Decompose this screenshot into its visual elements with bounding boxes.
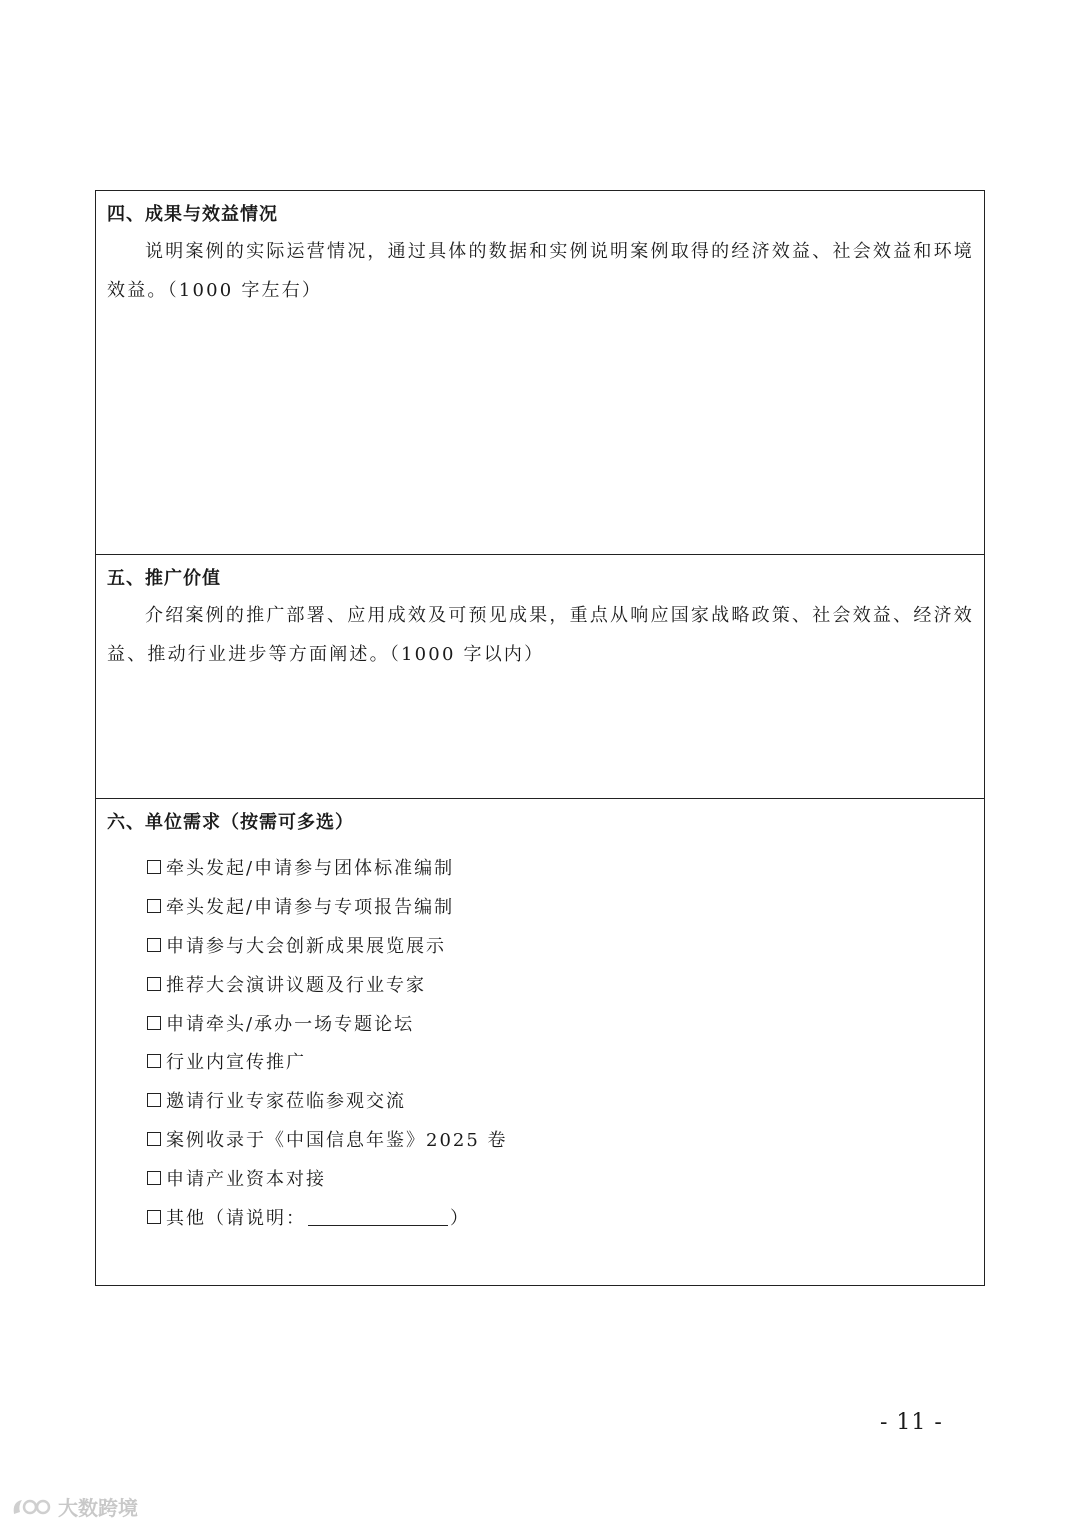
- page-number: - 11 -: [880, 1410, 943, 1435]
- other-label: 其他（请说明：: [166, 1207, 306, 1229]
- section-promotion-value: [96, 555, 984, 799]
- section-unit-needs: [96, 799, 984, 1285]
- checkbox-icon[interactable]: [147, 899, 161, 913]
- checklist-item[interactable]: [147, 1158, 974, 1197]
- checklist-label: 牵头发起/申请参与专项报告编制: [166, 897, 455, 919]
- checklist-label: 申请参与大会创新成果展览展示: [166, 935, 446, 957]
- application-form-table: [95, 190, 985, 1286]
- checklist-label: 申请牵头/承办一场专题论坛: [166, 1013, 415, 1035]
- section-heading: 四、成果与效益情况: [107, 204, 278, 225]
- checkbox-icon[interactable]: [147, 1054, 161, 1068]
- checkbox-icon[interactable]: [147, 1171, 161, 1185]
- checklist-item[interactable]: [147, 887, 974, 926]
- checklist-label: 行业内宣传推广: [166, 1052, 306, 1074]
- checklist-label: 申请产业资本对接: [166, 1168, 326, 1190]
- checklist-item[interactable]: [147, 1042, 974, 1081]
- checklist-item[interactable]: [147, 1003, 974, 1042]
- checklist-label: 推荐大会演讲议题及行业专家: [166, 974, 426, 996]
- checkbox-icon[interactable]: [147, 1093, 161, 1107]
- checklist-label: 邀请行业专家莅临参观交流: [166, 1091, 406, 1113]
- checklist-item[interactable]: [147, 1081, 974, 1120]
- watermark: [10, 1492, 138, 1521]
- checklist-item[interactable]: [147, 848, 974, 887]
- checklist-item-other[interactable]: [147, 1197, 974, 1236]
- needs-checklist: [107, 848, 974, 1236]
- watermark-text: 大数跨境: [58, 1498, 138, 1520]
- checklist-item[interactable]: [147, 926, 974, 965]
- section-instruction: 说明案例的实际运营情况，通过具体的数据和实例说明案例取得的经济效益、社会效益和环境效益。（1000 字左右）: [107, 241, 974, 301]
- watermark-logo-icon: [10, 1494, 54, 1520]
- other-closing: ）: [450, 1207, 470, 1229]
- checkbox-icon[interactable]: [147, 1016, 161, 1030]
- checkbox-icon[interactable]: [147, 860, 161, 874]
- checkbox-icon[interactable]: [147, 1210, 161, 1224]
- other-blank-field[interactable]: [308, 1207, 448, 1226]
- section-results-benefits: [96, 191, 984, 555]
- checklist-item[interactable]: [147, 964, 974, 1003]
- checklist-item[interactable]: [147, 1120, 974, 1159]
- checklist-label: 案例收录于《中国信息年鉴》2025 卷: [166, 1129, 508, 1151]
- checkbox-icon[interactable]: [147, 938, 161, 952]
- section-heading: 五、推广价值: [107, 568, 221, 589]
- checkbox-icon[interactable]: [147, 1132, 161, 1146]
- checkbox-icon[interactable]: [147, 977, 161, 991]
- section-heading: 六、单位需求（按需可多选）: [107, 812, 354, 833]
- section-instruction: 介绍案例的推广部署、应用成效及可预见成果，重点从响应国家战略政策、社会效益、经济效益、推动行业进步等方面阐述。（1000 字以内）: [107, 605, 974, 665]
- checklist-label: 牵头发起/申请参与团体标准编制: [166, 858, 455, 880]
